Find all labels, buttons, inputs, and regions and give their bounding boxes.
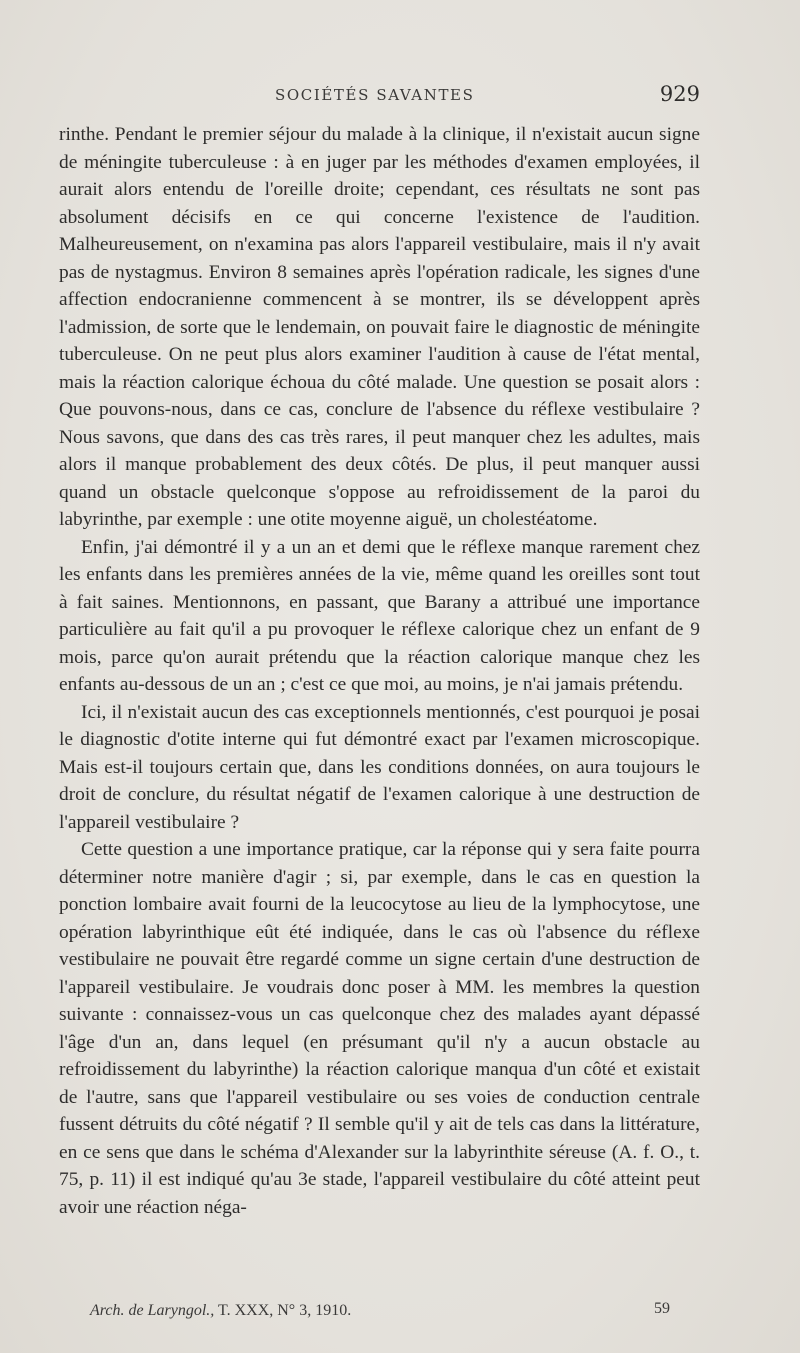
paragraph-3: Ici, il n'existait aucun des cas exceptionnels mentionnés, c'est pourquoi je posai le diagnostic d'otite interne qui fut démontré exact par l'examen microscopique. Mais est-il toujours certain que, dans les conditions données, on aura toujours le droit de conclure, du résultat négatif de l'examen calorique à une destruction de l'appareil vestibulaire ? (59, 701, 700, 833)
paragraph-4: Cette question a une importance pratique, car la réponse qui y sera faite pourra déterminer notre manière d'agir ; si, par exemple, dans le cas en question la ponction lombaire avait fourni de la leucocytose au lieu de la lymphocytose, une opération labyrinthique eût été indiquée, dans le cas où l'absence du réflexe vestibulaire ne pouvait être regardé comme un signe certain d'une destruction de l'appareil vestibulaire. Je voudrais donc poser à MM. les membres la question suivante : connaissez-vous un cas quelconque chez des malades ayant dépassé l'âge d'un an, dans lequel (en présumant qu'il n'y a aucun obstacle au refroidissement du labyrinthe) la réaction calorique manqua d'un côté et existait de l'autre, sans que l'appareil vestibulaire ou ses voies de conduction centrale fussent détruits du côté négatif ? Il semble qu'il y ait de tels cas dans la littérature, en ce sens que dans le schéma d'Alexander sur la labyrinthite séreuse (A. f. O., t. 75, p. 11) il est indiqué qu'au 3e stade, l'appareil vestibulaire du côté atteint peut avoir une réaction néga- (59, 839, 700, 1218)
paragraph-1: rinthe. Pendant le premier séjour du malade à la clinique, il n'existait aucun signe de méningite tuberculeuse : à en juger par les méthodes d'examen employées, il aurait alors entendu de l'oreille droite; cependant, ces résultats ne sont pas absolument décisifs en ce qui concerne l'existence de l'audition. Malheureusement, on n'examina pas alors l'appareil vestibulaire, mais il n'y avait pas de nystagmus. Environ 8 semaines après l'opération radicale, les signes d'une affection endocranienne commencent à se montrer, ils se développent après l'admission, de sorte que le lendemain, on pouvait faire le diagnostic de méningite tuberculeuse. On ne peut plus alors examiner l'audition à cause de l'état mental, mais la réaction calorique échoua du côté malade. Une question se posait alors : Que pouvons-nous, dans ce cas, conclure de l'absence du réflexe vestibulaire ? Nous savons, que dans des cas très rares, il peut manquer chez les adultes, mais alors il manque probablement des deux côtés. De plus, il peut manquer aussi quand un obstacle quelconque s'oppose au refroidissement de la paroi du labyrinthe, par exemple : une otite moyenne aiguë, un cholestéatome. (59, 124, 700, 530)
paragraph-2: Enfin, j'ai démontré il y a un an et demi que le réflexe manque rarement chez les enfants dans les premières années de la vie, même quand les oreilles sont tout à fait saines. Mentionnons, en passant, que Barany a attribué une importance particulière au fait qu'il a pu provoquer le réflexe calorique chez un enfant de 9 mois, parce qu'on aurait prétendu que la réaction calorique manque chez les enfants au-dessous de un an ; c'est ce que moi, au moins, je n'ai jamais prétendu. (59, 536, 700, 695)
journal-title: Arch. de Laryngol., (90, 1302, 215, 1319)
body-text (59, 121, 700, 1221)
page-header (60, 82, 700, 112)
page-number: 929 (659, 82, 700, 106)
journal-citation (90, 1302, 351, 1320)
sheet-number: 59 (654, 1300, 670, 1317)
page-footer (60, 1300, 700, 1328)
running-title: SOCIÉTÉS SAVANTES (275, 86, 475, 104)
volume-issue: T. XXX, N° 3, 1910. (218, 1302, 352, 1319)
